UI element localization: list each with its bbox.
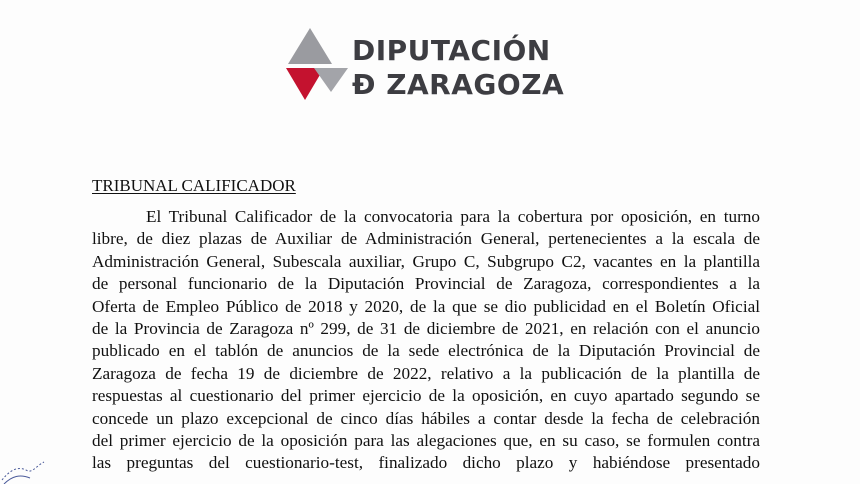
paragraph-line: Zaragoza de fecha 19 de diciembre de 2022, relativo a la publicación de la plantilla de [92,363,760,383]
paragraph-line: de la Provincia de Zaragoza nº 299, de 31 de diciembre de 2021, en relación con el anuncio [92,318,760,338]
paragraph-line: Oferta de Empleo Público de 2018 y 2020, de la que se dio publicidad en el Boletín Oficial [92,296,760,316]
paragraph-line: respuestas al cuestionario del primer ejercicio de la oposición, en cuyo apartado segundo se [92,386,760,406]
paragraph-line: del primer ejercicio de la oposición para las alegaciones que, en su caso, se formulen contra [92,430,760,450]
logo-text-line1: DIPUTACIÓN [352,34,551,67]
paragraph-line: libre, de diez plazas de Auxiliar de Administración General, pertenecientes a la escala de [92,229,760,249]
paragraph-line: de personal funcionario de la Diputación Provincial de Zaragoza, correspondientes a la [92,274,760,294]
logo-text-line2: Đ ZARAGOZA [352,68,565,101]
body-paragraph [92,206,760,475]
paragraph-line: El Tribunal Calificador de la convocatoria para la cobertura por oposición, en turno [146,207,760,226]
paragraph-line: Administración General, Subescala auxiliar, Grupo C, Subgrupo C2, vacantes en la plantilla [92,251,760,271]
section-heading: TRIBUNAL CALIFICADOR [92,176,296,195]
paragraph-line: concede un plazo excepcional de cinco días hábiles a contar desde la fecha de celebración [92,408,760,428]
paragraph-line: publicado en el tablón de anuncios de la sede electrónica de la Diputación Provincial de [92,341,760,361]
paragraph-line: las preguntas del cuestionario-test, finalizado dicho plazo y habiéndose presentado [92,453,760,473]
signature-stroke-icon [0,440,60,484]
diputacion-logo [268,26,588,106]
triangles-emblem-icon [268,26,352,106]
